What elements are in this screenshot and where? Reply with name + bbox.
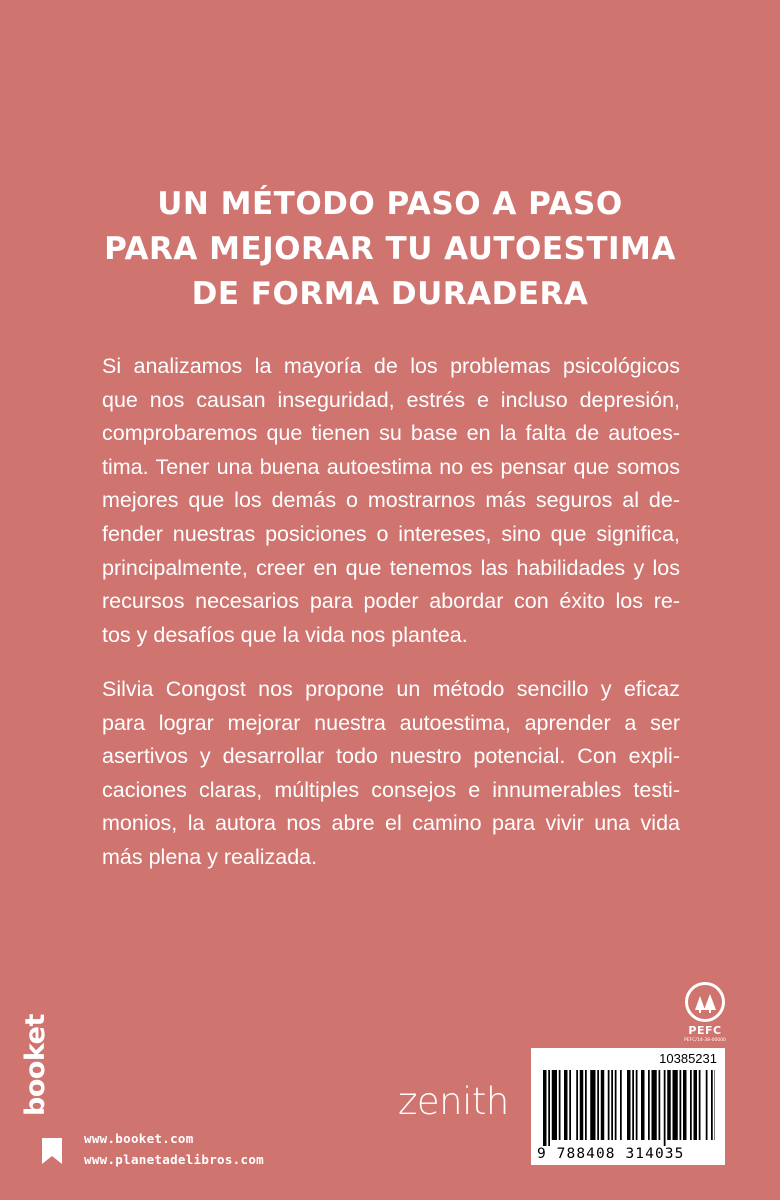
- blurb-line: principalmente, creer en que tenemos las habilidades y los: [102, 555, 680, 580]
- blurb-line: tos y desafíos que la vida nos plantea.: [102, 622, 468, 647]
- blurb-line: monios, la autora nos abre el camino para vivir una vida: [102, 811, 680, 836]
- barcode-box: [531, 1048, 725, 1165]
- barcode-bar: [615, 1070, 617, 1140]
- barcode-bar: [564, 1070, 568, 1140]
- barcode-bar: [699, 1070, 701, 1140]
- barcode-bar: [683, 1070, 687, 1140]
- blurb-paragraph-1: [102, 350, 680, 652]
- headline: [60, 182, 720, 317]
- blurb-line: que nos causan inseguridad, estrés e incluso depresión,: [102, 387, 680, 412]
- blurb-line: Si analizamos la mayoría de los problemas psicológicos: [102, 354, 680, 378]
- barcode-bar: [627, 1070, 631, 1140]
- pefc-code: PEFC/14-38-00000: [684, 1038, 726, 1043]
- barcode-bar: [580, 1070, 584, 1140]
- barcode-bar: [636, 1070, 638, 1140]
- barcode-bar: [690, 1070, 692, 1140]
- barcode-bar: [569, 1070, 571, 1140]
- url-planetadelibros[interactable]: www.planetadelibros.com: [84, 1152, 264, 1167]
- barcode-bar: [620, 1070, 622, 1140]
- blurb-paragraph-2: [102, 673, 680, 875]
- barcode-bar: [585, 1070, 587, 1140]
- barcode-bar: [543, 1070, 547, 1146]
- publisher-urls: [84, 1128, 264, 1170]
- barcode-bar: [711, 1070, 713, 1140]
- pefc-label: PEFC: [688, 1024, 722, 1037]
- barcode: [543, 1070, 715, 1146]
- barcode-bar: [590, 1070, 595, 1140]
- barcode-bar: [648, 1070, 650, 1140]
- barcode-bar: [611, 1070, 613, 1140]
- barcode-bar: [659, 1070, 661, 1140]
- barcode-bar: [667, 1070, 671, 1140]
- blurb-line: Silvia Congost nos propone un método sencillo y eficaz: [102, 677, 680, 701]
- blurb-line: asertivos y desarrollar todo nuestro potencial. Con expli-: [102, 744, 680, 769]
- blurb-line: mejores que los demás o mostrarnos más seguros al de-: [102, 488, 680, 513]
- headline-line: UN MÉTODO PASO A PASO: [157, 186, 623, 222]
- pefc-trees-icon: [685, 982, 725, 1022]
- barcode-bar: [715, 1070, 716, 1140]
- blurb-line: caciones claras, múltiples consejos e innumerables testi-: [102, 777, 680, 802]
- barcode-bar: [608, 1070, 610, 1140]
- barcode-bar: [680, 1070, 682, 1140]
- zenith-imprint-logo: zenith: [398, 1080, 509, 1123]
- barcode-bar: [559, 1070, 561, 1140]
- barcode-bar: [694, 1070, 698, 1140]
- pefc-logo: [680, 982, 730, 1043]
- blurb-line: comprobaremos que tienen su base en la falta de autoes-: [102, 421, 680, 446]
- blurb-line: recursos necesarios para poder abordar con éxito los re-: [102, 589, 680, 614]
- blurb-line: más plena y realizada.: [102, 844, 318, 869]
- barcode-bar: [673, 1070, 678, 1140]
- barcode-bar: [597, 1070, 599, 1140]
- url-booket[interactable]: www.booket.com: [84, 1131, 194, 1146]
- blurb-line: para lograr mejorar nuestra autoestima, aprender a ser: [102, 710, 680, 735]
- headline-line: DE FORMA DURADERA: [191, 276, 589, 312]
- booket-bookmark-icon: [40, 1138, 64, 1164]
- barcode-bar: [601, 1070, 605, 1140]
- barcode-bar: [548, 1070, 550, 1146]
- barcode-bar: [706, 1070, 708, 1140]
- barcode-bar: [632, 1070, 634, 1140]
- blurb-line: tima. Tener una buena autoestima no es pensar que somos: [102, 454, 680, 479]
- barcode-bar: [664, 1070, 666, 1146]
- booket-logo-text: booket: [20, 1014, 51, 1116]
- barcode-bar: [552, 1070, 557, 1140]
- blurb-line: fender nuestras posiciones o intereses, sino que significa,: [102, 521, 680, 546]
- barcode-bar: [641, 1070, 645, 1140]
- barcode-reference: 10385231: [659, 1051, 717, 1066]
- headline-line: PARA MEJORAR TU AUTOESTIMA: [104, 231, 676, 267]
- barcode-number: 9 788408 314035: [537, 1146, 685, 1162]
- barcode-bar: [576, 1070, 578, 1140]
- barcode-bar: [652, 1070, 657, 1140]
